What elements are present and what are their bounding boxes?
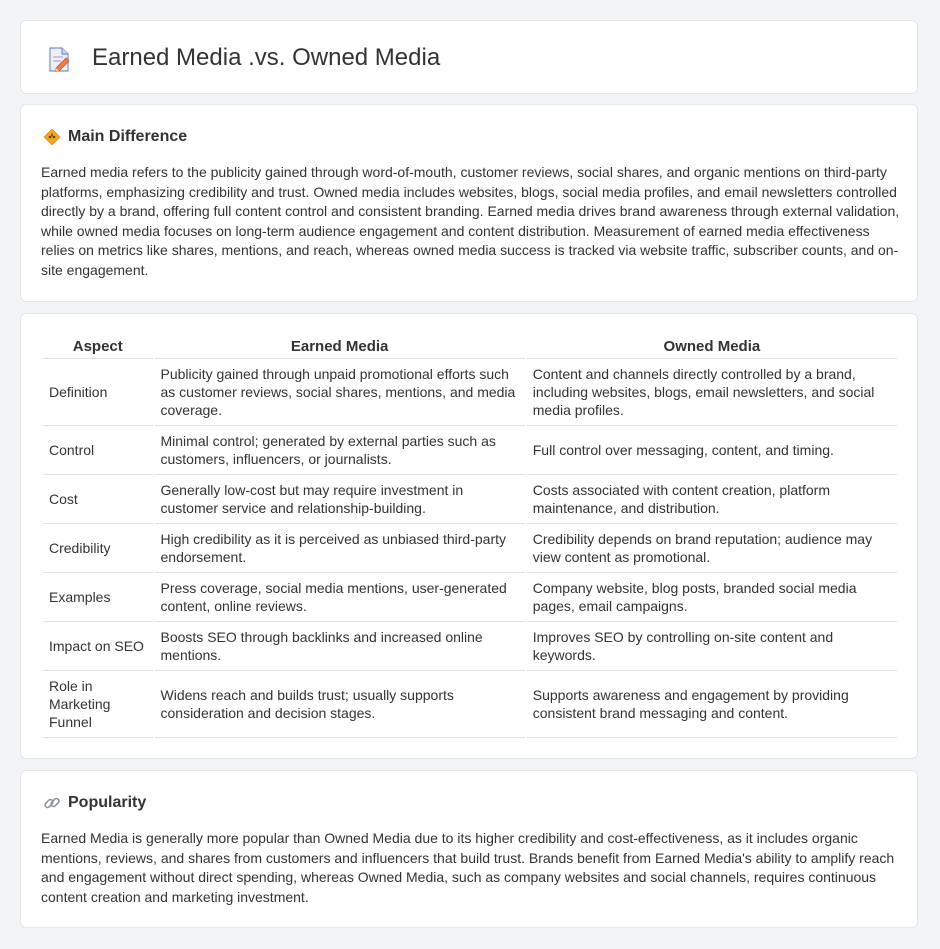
owned-cell: Supports awareness and engagement by providing consistent brand messaging and content. bbox=[527, 671, 897, 738]
owned-cell: Full control over messaging, content, and timing. bbox=[527, 426, 897, 475]
table-row bbox=[43, 671, 897, 738]
aspect-cell: Impact on SEO bbox=[43, 622, 153, 671]
header-aspect: Aspect bbox=[43, 334, 153, 359]
table-row bbox=[43, 524, 897, 573]
document-edit-icon bbox=[47, 47, 71, 73]
owned-cell: Company website, blog posts, branded social media pages, email campaigns. bbox=[527, 573, 897, 622]
popularity-text: Earned Media is generally more popular than Owned Media due to its higher credibility and cost-effectiveness, as it includes organic mentions, reviews, and shares from customers and influencers that build trust. Brands benefit from Earned Media's ability to amplify reach and engagement without direct spending, whereas Owned Media, such as company websites and social channels, requires continuous content creation and marketing investment. bbox=[41, 830, 895, 905]
earned-cell: High credibility as it is perceived as unbiased third-party endorsement. bbox=[155, 524, 525, 573]
aspect-cell: Control bbox=[43, 426, 153, 475]
earned-cell: Boosts SEO through backlinks and increased online mentions. bbox=[155, 622, 525, 671]
earned-cell: Widens reach and builds trust; usually supports consideration and decision stages. bbox=[155, 671, 525, 738]
owned-cell: Costs associated with content creation, platform maintenance, and distribution. bbox=[527, 475, 897, 524]
table-row bbox=[43, 475, 897, 524]
link-icon bbox=[43, 794, 61, 812]
diamond-warning-icon bbox=[43, 128, 61, 146]
comparison-table bbox=[41, 334, 899, 738]
owned-cell: Content and channels directly controlled by a brand, including websites, blogs, email newsletters, and social media profiles. bbox=[527, 359, 897, 426]
aspect-cell: Cost bbox=[43, 475, 153, 524]
table-row bbox=[43, 573, 897, 622]
comparison-table-card bbox=[20, 313, 918, 759]
aspect-cell: Definition bbox=[43, 359, 153, 426]
owned-cell: Credibility depends on brand reputation; audience may view content as promotional. bbox=[527, 524, 897, 573]
page-title: Earned Media .vs. Owned Media bbox=[92, 44, 441, 71]
aspect-cell: Credibility bbox=[43, 524, 153, 573]
main-difference-text: Earned media refers to the publicity gained through word-of-mouth, customer reviews, social shares, and organic mentions on third-party platforms, emphasizing credibility and trust. Owned media includes websites, blogs, social media profiles, and email newsletters controlled directly by a brand, offering full content control and consistent branding. Earned media drives brand awareness through external validation, while owned media focuses on long-term audience engagement and content distribution. Measurement of earned media effectiveness relies on metrics like shares, mentions, and reach, whereas owned media success is tracked via website traffic, subscriber counts, and on-site engagement. bbox=[41, 164, 900, 278]
earned-cell: Minimal control; generated by external parties such as customers, influencers, or journalists. bbox=[155, 426, 525, 475]
aspect-cell: Role in Marketing Funnel bbox=[43, 671, 153, 738]
main-difference-heading: Main Difference bbox=[68, 128, 188, 145]
table-row bbox=[43, 426, 897, 475]
title-card bbox=[20, 20, 918, 94]
table-header-row bbox=[43, 334, 897, 359]
earned-cell: Generally low-cost but may require investment in customer service and relationship-building. bbox=[155, 475, 525, 524]
table-row bbox=[43, 359, 897, 426]
header-earned-media: Earned Media bbox=[155, 334, 525, 359]
header-owned-media: Owned Media bbox=[527, 334, 897, 359]
popularity-section bbox=[20, 770, 918, 928]
popularity-heading: Popularity bbox=[68, 794, 147, 811]
main-difference-section bbox=[20, 104, 918, 302]
table-row bbox=[43, 622, 897, 671]
owned-cell: Improves SEO by controlling on-site content and keywords. bbox=[527, 622, 897, 671]
earned-cell: Press coverage, social media mentions, user-generated content, online reviews. bbox=[155, 573, 525, 622]
aspect-cell: Examples bbox=[43, 573, 153, 622]
earned-cell: Publicity gained through unpaid promotional efforts such as customer reviews, social shares, mentions, and media coverage. bbox=[155, 359, 525, 426]
